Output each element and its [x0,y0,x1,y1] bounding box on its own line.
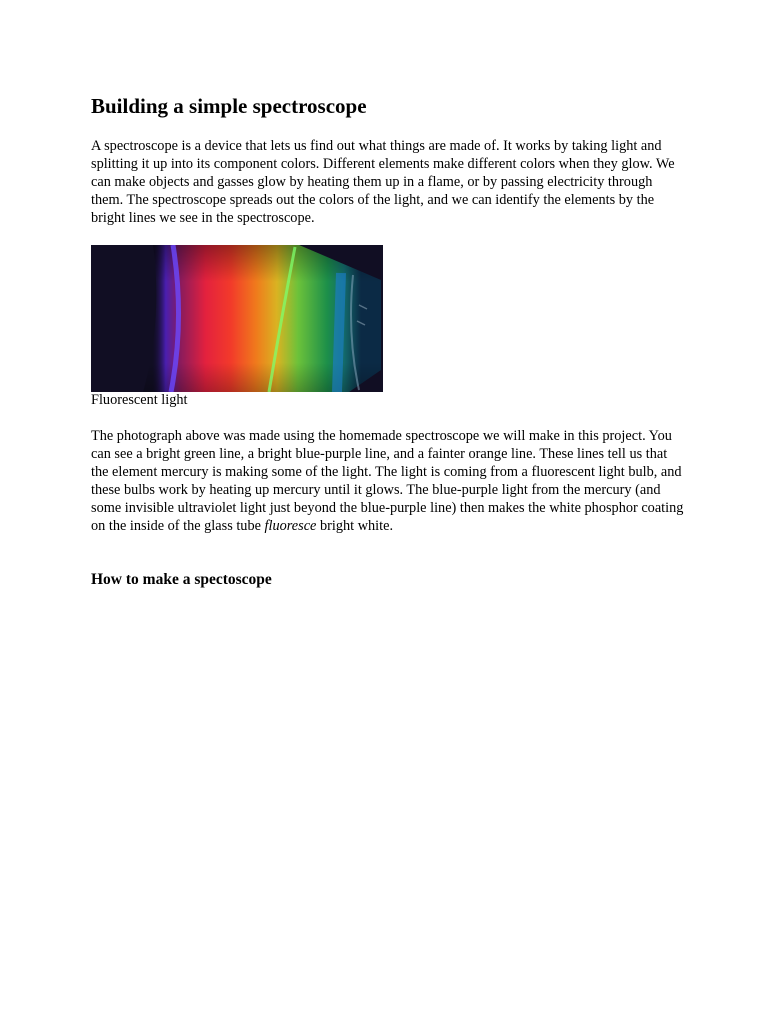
explanation-text-end: bright white. [316,518,394,534]
page-title: Building a simple spectroscope [91,94,367,118]
spectrum-photo [91,245,383,392]
figure-caption: Fluorescent light [91,392,188,408]
explanation-paragraph [91,427,687,535]
section-heading: How to make a spectoscope [91,571,272,588]
explanation-text: The photograph above was made using the homemade spectroscope we will make in this project. You can see a bright green line, a bright blue-purple line, and a fainter orange line. These lines tell us that the element mercury is making some of the light. The light is coming from a fluorescent light bulb, and these bulbs work by heating up mercury until it glows. The blue-purple light from the mercury (and some invisible ultraviolet light just beyond the blue-purple line) then makes the white phosphor coating on the inside of the glass tube [91,428,684,534]
explanation-italic-term: fluoresce [264,518,317,534]
intro-paragraph: A spectroscope is a device that lets us find out what things are made of. It works by taking light and splitting it up into its component colors. Different elements make different colors when they glow. We can make objects and gasses glow by heating them up in a flame, or by passing electricity through them. The spectroscope spreads out the colors of the light, and we can identify the elements by the bright lines we see in the spectroscope. [91,138,675,226]
